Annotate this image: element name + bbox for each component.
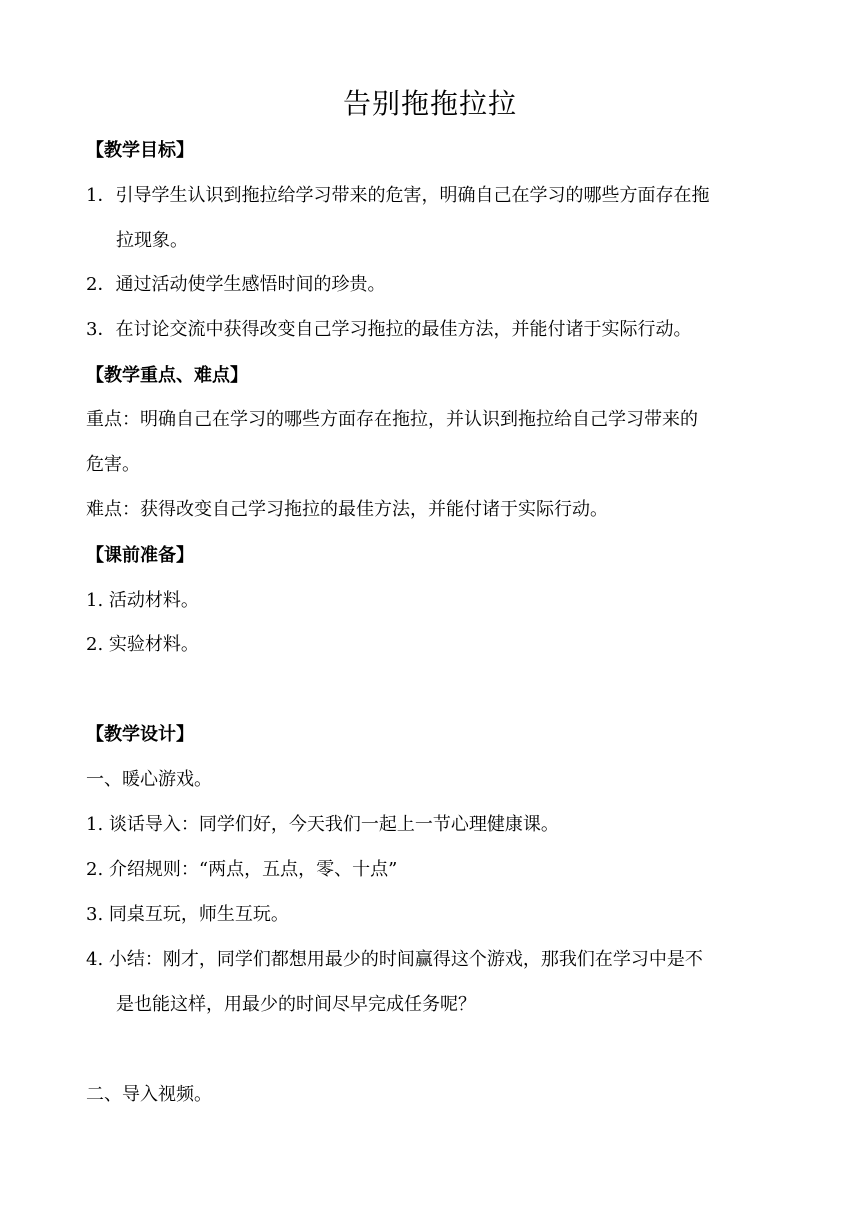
preparation-item-1: 1. 活动材料。 — [86, 590, 199, 611]
focus-point-line-2: 危害。 — [86, 454, 140, 475]
key-points-heading: 【教学重点、难点】 — [86, 365, 248, 386]
focus-point-line-1: 重点：明确自己在学习的哪些方面存在拖拉，并认识到拖拉给自己学习带来的 — [86, 409, 698, 430]
design-step-2: 2. 介绍规则：“两点，五点，零、十点” — [86, 859, 398, 880]
design-section-1-title: 一、暖心游戏。 — [86, 769, 212, 790]
design-step-3: 3. 同桌互玩，师生互玩。 — [86, 904, 289, 925]
design-step-4-continued: 是也能这样，用最少的时间尽早完成任务呢？ — [116, 994, 476, 1015]
document-title: 告别拖拖拉拉 — [342, 87, 517, 120]
objective-item-2: 2．通过活动使学生感悟时间的珍贵。 — [86, 274, 386, 295]
preparation-heading: 【课前准备】 — [86, 545, 194, 566]
design-heading: 【教学设计】 — [86, 724, 194, 745]
design-section-2-title: 二、导入视频。 — [86, 1084, 212, 1105]
objective-item-3: 3．在讨论交流中获得改变自己学习拖拉的最佳方法，并能付诸于实际行动。 — [86, 319, 692, 340]
difficulty-point: 难点：获得改变自己学习拖拉的最佳方法，并能付诸于实际行动。 — [86, 499, 608, 520]
objective-item-1: 1．引导学生认识到拖拉给学习带来的危害，明确自己在学习的哪些方面存在拖 — [86, 185, 710, 206]
design-step-1: 1. 谈话导入：同学们好，今天我们一起上一节心理健康课。 — [86, 814, 559, 835]
design-step-4: 4. 小结：刚才，同学们都想用最少的时间赢得这个游戏，那我们在学习中是不 — [86, 949, 703, 970]
objectives-heading: 【教学目标】 — [86, 140, 194, 161]
preparation-item-2: 2. 实验材料。 — [86, 634, 199, 655]
objective-item-1-continued: 拉现象。 — [116, 230, 188, 251]
